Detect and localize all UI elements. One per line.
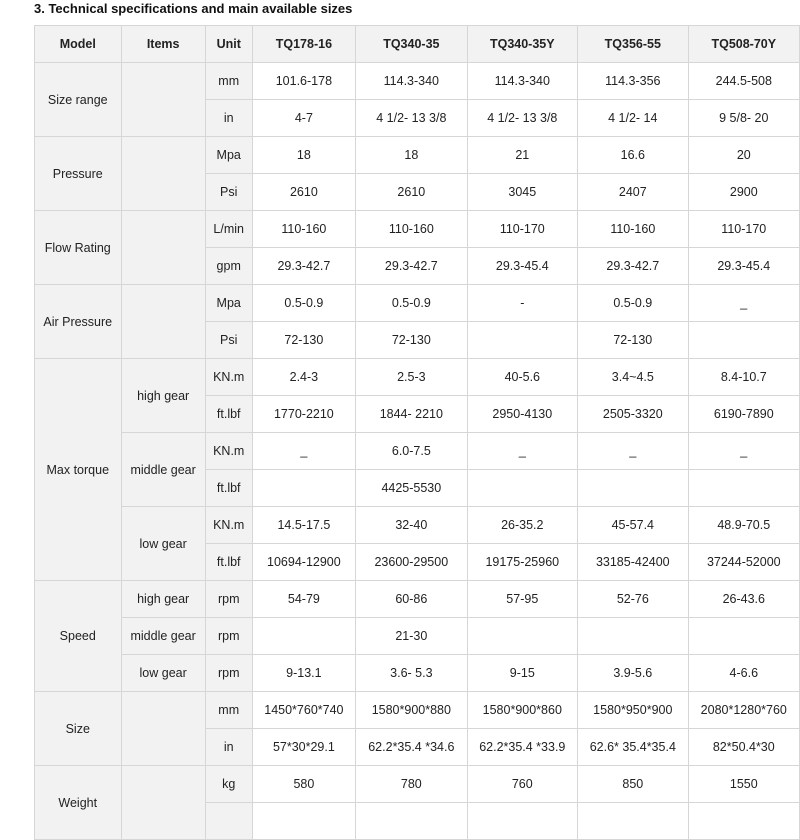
unit-cell: ft.lbf [205, 396, 252, 433]
value-cell: 57-95 [467, 581, 578, 618]
value-cell: 2080*1280*760 [688, 692, 799, 729]
value-cell: 2610 [252, 174, 356, 211]
value-cell: 3.6- 5.3 [356, 655, 467, 692]
table-row [35, 211, 800, 248]
value-cell: 60-86 [356, 581, 467, 618]
model-cell: Weight [35, 766, 122, 840]
value-cell: 72-130 [356, 322, 467, 359]
table-row [35, 766, 800, 803]
items-cell: low gear [121, 655, 205, 692]
items-cell [121, 692, 205, 766]
unit-cell: rpm [205, 618, 252, 655]
items-cell: low gear [121, 507, 205, 581]
value-cell: _ [688, 433, 799, 470]
unit-cell: ft.lbf [205, 470, 252, 507]
table-row [35, 433, 800, 470]
value-cell: 72-130 [252, 322, 356, 359]
unit-cell: Mpa [205, 285, 252, 322]
value-cell: 29.3-45.4 [467, 248, 578, 285]
value-cell [578, 803, 689, 840]
value-cell: 2407 [578, 174, 689, 211]
value-cell: 4 1/2- 14 [578, 100, 689, 137]
table-row [35, 359, 800, 396]
spec-table [34, 25, 800, 840]
header-row [35, 26, 800, 63]
table-row [35, 507, 800, 544]
value-cell: 110-170 [688, 211, 799, 248]
value-cell: 1450*760*740 [252, 692, 356, 729]
col-header-items: Items [121, 26, 205, 63]
value-cell: 26-35.2 [467, 507, 578, 544]
value-cell: _ [467, 433, 578, 470]
spec-table-body [35, 63, 800, 840]
col-header-tq356-55: TQ356-55 [578, 26, 689, 63]
value-cell [688, 803, 799, 840]
value-cell: 114.3-356 [578, 63, 689, 100]
table-row [35, 137, 800, 174]
value-cell: 62.2*35.4 *34.6 [356, 729, 467, 766]
value-cell: 29.3-42.7 [356, 248, 467, 285]
value-cell [688, 470, 799, 507]
value-cell: 580 [252, 766, 356, 803]
unit-cell: rpm [205, 581, 252, 618]
items-cell: middle gear [121, 433, 205, 507]
items-cell [121, 63, 205, 137]
value-cell: 37244-52000 [688, 544, 799, 581]
value-cell: 110-160 [578, 211, 689, 248]
value-cell [467, 470, 578, 507]
value-cell: 760 [467, 766, 578, 803]
items-cell: high gear [121, 581, 205, 618]
items-cell [121, 211, 205, 285]
unit-cell: mm [205, 63, 252, 100]
value-cell: 110-160 [356, 211, 467, 248]
value-cell: 1844- 2210 [356, 396, 467, 433]
value-cell [467, 803, 578, 840]
value-cell: 0.5-0.9 [356, 285, 467, 322]
value-cell: 29.3-45.4 [688, 248, 799, 285]
model-cell: Air Pressure [35, 285, 122, 359]
value-cell: 244.5-508 [688, 63, 799, 100]
value-cell: _ [252, 433, 356, 470]
unit-cell [205, 803, 252, 840]
value-cell: 0.5-0.9 [252, 285, 356, 322]
value-cell: 45-57.4 [578, 507, 689, 544]
value-cell: 780 [356, 766, 467, 803]
items-cell [121, 137, 205, 211]
unit-cell: KN.m [205, 359, 252, 396]
items-cell [121, 766, 205, 840]
value-cell: 52-76 [578, 581, 689, 618]
value-cell [252, 470, 356, 507]
value-cell: 62.2*35.4 *33.9 [467, 729, 578, 766]
unit-cell: kg [205, 766, 252, 803]
value-cell: 72-130 [578, 322, 689, 359]
value-cell: 21-30 [356, 618, 467, 655]
value-cell: 9-13.1 [252, 655, 356, 692]
col-header-tq508-70y: TQ508-70Y [688, 26, 799, 63]
value-cell: 3.4~4.5 [578, 359, 689, 396]
value-cell: 114.3-340 [467, 63, 578, 100]
value-cell: 1770-2210 [252, 396, 356, 433]
value-cell: 48.9-70.5 [688, 507, 799, 544]
unit-cell: gpm [205, 248, 252, 285]
unit-cell: Psi [205, 174, 252, 211]
model-cell: Size [35, 692, 122, 766]
value-cell: 32-40 [356, 507, 467, 544]
value-cell [578, 470, 689, 507]
value-cell: 8.4-10.7 [688, 359, 799, 396]
unit-cell: Psi [205, 322, 252, 359]
unit-cell: in [205, 729, 252, 766]
unit-cell: KN.m [205, 507, 252, 544]
value-cell: 33185-42400 [578, 544, 689, 581]
value-cell: 16.6 [578, 137, 689, 174]
value-cell: 6190-7890 [688, 396, 799, 433]
value-cell: 14.5-17.5 [252, 507, 356, 544]
value-cell: 2900 [688, 174, 799, 211]
table-row [35, 581, 800, 618]
value-cell: 4 1/2- 13 3/8 [356, 100, 467, 137]
col-header-tq340-35y: TQ340-35Y [467, 26, 578, 63]
value-cell: 110-170 [467, 211, 578, 248]
model-cell: Pressure [35, 137, 122, 211]
value-cell: 2610 [356, 174, 467, 211]
table-row [35, 63, 800, 100]
value-cell: 3.9-5.6 [578, 655, 689, 692]
value-cell [252, 618, 356, 655]
value-cell: 114.3-340 [356, 63, 467, 100]
value-cell: - [467, 285, 578, 322]
model-cell: Max torque [35, 359, 122, 581]
value-cell: 40-5.6 [467, 359, 578, 396]
value-cell [688, 322, 799, 359]
unit-cell: in [205, 100, 252, 137]
model-cell: Size range [35, 63, 122, 137]
value-cell: 4425-5530 [356, 470, 467, 507]
value-cell: 19175-25960 [467, 544, 578, 581]
value-cell [467, 322, 578, 359]
value-cell [578, 618, 689, 655]
value-cell: 82*50.4*30 [688, 729, 799, 766]
value-cell: 2.4-3 [252, 359, 356, 396]
spec-table-wrapper [34, 25, 800, 840]
value-cell: 23600-29500 [356, 544, 467, 581]
value-cell [252, 803, 356, 840]
model-cell: Flow Rating [35, 211, 122, 285]
value-cell: 2505-3320 [578, 396, 689, 433]
value-cell: 20 [688, 137, 799, 174]
value-cell: _ [578, 433, 689, 470]
value-cell [356, 803, 467, 840]
value-cell: 54-79 [252, 581, 356, 618]
value-cell: 10694-12900 [252, 544, 356, 581]
value-cell: 1580*900*880 [356, 692, 467, 729]
value-cell: 9-15 [467, 655, 578, 692]
value-cell: 26-43.6 [688, 581, 799, 618]
value-cell: 3045 [467, 174, 578, 211]
unit-cell: mm [205, 692, 252, 729]
value-cell: 18 [356, 137, 467, 174]
value-cell: 101.6-178 [252, 63, 356, 100]
value-cell: 4-6.6 [688, 655, 799, 692]
value-cell: _ [688, 285, 799, 322]
value-cell: 0.5-0.9 [578, 285, 689, 322]
table-row [35, 655, 800, 692]
value-cell: 57*30*29.1 [252, 729, 356, 766]
model-cell: Speed [35, 581, 122, 692]
value-cell: 850 [578, 766, 689, 803]
value-cell: 110-160 [252, 211, 356, 248]
items-cell: high gear [121, 359, 205, 433]
value-cell: 18 [252, 137, 356, 174]
unit-cell: L/min [205, 211, 252, 248]
value-cell: 29.3-42.7 [252, 248, 356, 285]
section-heading: 3. Technical specifications and main available sizes [34, 1, 353, 16]
table-row [35, 285, 800, 322]
value-cell [467, 618, 578, 655]
value-cell: 29.3-42.7 [578, 248, 689, 285]
col-header-unit: Unit [205, 26, 252, 63]
value-cell: 4 1/2- 13 3/8 [467, 100, 578, 137]
value-cell: 62.6* 35.4*35.4 [578, 729, 689, 766]
table-row [35, 692, 800, 729]
col-header-tq340-35: TQ340-35 [356, 26, 467, 63]
value-cell: 2950-4130 [467, 396, 578, 433]
value-cell [688, 618, 799, 655]
value-cell: 2.5-3 [356, 359, 467, 396]
items-cell [121, 285, 205, 359]
col-header-tq178-16: TQ178-16 [252, 26, 356, 63]
value-cell: 4-7 [252, 100, 356, 137]
unit-cell: ft.lbf [205, 544, 252, 581]
unit-cell: Mpa [205, 137, 252, 174]
col-header-model: Model [35, 26, 122, 63]
table-row [35, 618, 800, 655]
value-cell: 9 5/8- 20 [688, 100, 799, 137]
items-cell: middle gear [121, 618, 205, 655]
value-cell: 21 [467, 137, 578, 174]
value-cell: 6.0-7.5 [356, 433, 467, 470]
value-cell: 1580*950*900 [578, 692, 689, 729]
value-cell: 1580*900*860 [467, 692, 578, 729]
value-cell: 1550 [688, 766, 799, 803]
unit-cell: rpm [205, 655, 252, 692]
unit-cell: KN.m [205, 433, 252, 470]
